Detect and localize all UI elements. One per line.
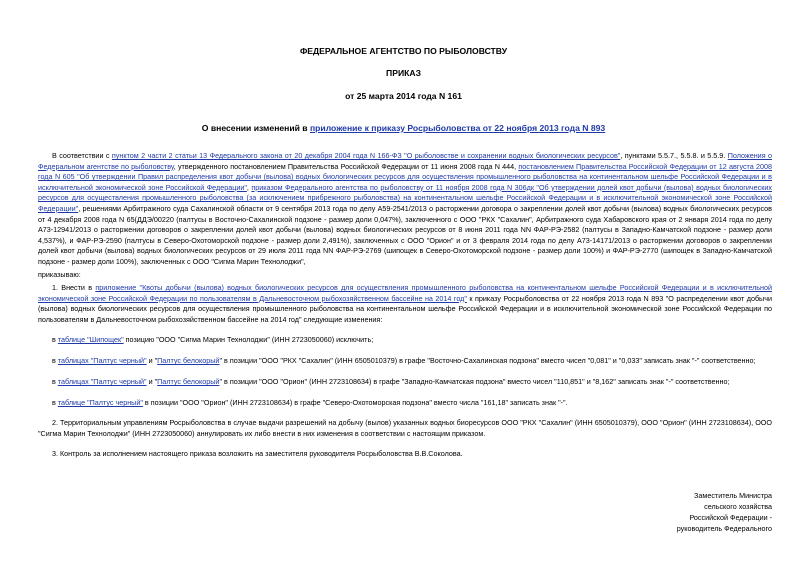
change-2-text-2: и ": [146, 356, 158, 365]
item-2-paragraph: 2. Территориальным управлениям Росрыболовства в случае выдачи разрешений на добычу (вылов) указанных водных биоресурсов ООО "РКХ "Сахалин" (ИНН 6505010379), ООО "Орион" (ИНН 2723108634), ООО "Сигма Марин Технолоджи" (ИНН 2723050060) аннулировать их либо внести в них изменения в соответствии с настоящим приказом.: [38, 418, 772, 438]
table-shiposhchek-link[interactable]: таблице "Шипощек": [57, 335, 124, 344]
table-paltus-belokory-link[interactable]: Палтус белокорый: [157, 356, 220, 365]
title-prefix: О внесении изменений в: [201, 123, 310, 133]
change-2-text-3: " в позиции "ООО "РКХ "Сахалин" (ИНН 6505010379) в графе "Восточно-Сахалинская подзона" вместо чисел "0,081" и "0,033" записать знак "-" соответственно;: [219, 356, 756, 365]
government-decree-link[interactable]: постановлением Правительства Российской Федерации от 12 августа 2008 года N 605 "Об утверждении Правил распределения квот добычи (вылова) водных биологических ресурсов для осуществления промышленного рыболовства на континентальном шельфе Российской Федерации и в исключительной экономической зоне Российской Федерации": [38, 161, 772, 192]
regulation-link[interactable]: Положения о Федеральном агентстве по рыболовству: [38, 151, 773, 171]
change-3-text-1: в: [52, 377, 58, 386]
table-paltus-cherny-link[interactable]: таблицах "Палтус черный": [57, 356, 147, 365]
signature-line-2: сельского хозяйства: [704, 502, 772, 511]
signature-line-3: Российской Федерации -: [689, 513, 772, 522]
change-3-paragraph: [38, 377, 772, 388]
title-link[interactable]: приложение к приказу Росрыболовства от 22 ноября 2013 года N 893: [309, 123, 606, 133]
document-date-number: от 25 марта 2014 года N 161: [345, 91, 462, 101]
item-1-paragraph: [38, 283, 772, 326]
change-1-paragraph: [38, 335, 772, 346]
preamble-text-5: , решениями Арбитражного суда Сахалинской области от 9 сентября 2013 года по делу А59-2541/2013 о расторжении договора о закреплении долей квот добычи (вылова) водных биологических ресурсов от 4 декабря 2008 года N 65(ДДЭ/00220 (палтусы в Восточно-Сахалинской подзоне - размер доли 0,047%), заключенного с ООО "РКХ "Сахалин", Арбитражного суда Хабаровского края от 2 января 2014 года по делу А73-12941/2013 о расторжении договоров о закреплении долей квот добычи (вылова) водных биологических ресурсов от 8 июня 2011 года NN ФАР-РЭ-2582 (палтусы в Западно-Камчатской подзоне - размер доли 4,537%), и ФАР-РЭ-2590 (палтусы в Северо-Охотоморской подзоне - размер доли 2,491%), заключенных с ООО "Орион" и от 3 февраля 2014 года по делу А73-14171/2013 о расторжении договоров о закреплении долей квот добычи (вылова) водных биологических ресурсов от 29 июля 2011 года NN ФАР-РЭ-2769 (шипощек в Северо-Охотоморской подзоне - размер доли 100%) и ФАР-РЭ-2770 (шипощек в Западно-Камчатской подзоне - размер доли 100%), заключенных с ООО "Сигма Марин Технолоджи",: [38, 203, 772, 266]
item-3-paragraph: 3. Контроль за исполнением настоящего приказа возложить на заместителя руководителя Росрыболовства В.В.Соколова.: [52, 449, 463, 458]
change-1-text-1: в: [52, 335, 58, 344]
table-paltus-cherny-link-3[interactable]: таблице "Палтус черный": [57, 398, 143, 407]
federal-law-link[interactable]: пунктом 2 части 2 статьи 13 Федерального закона от 20 декабря 2004 года N 166-ФЗ "О рыболовстве и сохранении водных биологических ресурсов": [111, 151, 621, 160]
document-type: ПРИКАЗ: [386, 68, 421, 78]
table-paltus-belokory-link-2[interactable]: Палтус белокорый: [157, 377, 220, 386]
order-word: приказываю:: [38, 270, 81, 279]
change-4-text-2: в позиции "ООО "Орион" (ИНН 2723108634) в графе "Северо-Охотоморская подзона" вместо числа "161,18" записать знак "-".: [142, 398, 568, 407]
agency-order-link[interactable]: приказом Федерального агентства по рыболовству от 11 ноября 2008 года N 306дк "Об утверждении долей квот добычи (вылова) водных биологических ресурсов для осуществления промышленного рыболовства (за исключением прибрежного рыболовства) на континентальном шельфе Российской Федерации и в исключительной экономической зоне Российской Федерации": [38, 182, 772, 213]
document-title: [0, 123, 807, 133]
agency-name: ФЕДЕРАЛЬНОЕ АГЕНТСТВО ПО РЫБОЛОВСТВУ: [299, 46, 508, 56]
change-2-text-1: в: [52, 356, 58, 365]
appendix-link[interactable]: приложение "Квоты добычи (вылова) водных биологических ресурсов для осуществления промышленного рыболовства на континентальном шельфе Российской Федерации и в исключительной экономической зоне Российской Федерации по пользователям в Дальневосточном рыбохозяйственном бассейне на 2014 год": [38, 283, 772, 303]
preamble-text-1: В соответствии с: [52, 151, 112, 160]
signature-line-1: Заместитель Министра: [694, 491, 772, 500]
item-1-text-1: 1. Внести в: [52, 283, 96, 292]
preamble-paragraph: [38, 151, 773, 266]
preamble-text-4: ,: [246, 182, 252, 192]
table-paltus-cherny-link-2[interactable]: таблицах "Палтус черный": [57, 377, 147, 386]
change-3-text-2: и ": [146, 377, 158, 386]
change-4-paragraph: [38, 398, 772, 409]
preamble-text-3: , утвержденного постановлением Правительства Российской Федерации от 11 июня 2008 года N 444,: [173, 161, 519, 171]
signature-block: [670, 490, 772, 534]
item-1-text-2: к приказу Росрыболовства от 22 ноября 2013 года N 893 "О распределении квот добычи (вылова) водных биологических ресурсов для осуществления промышленного рыболовства на континентальном шельфе Российской Федерации и в исключительной экономической зоне Российской Федерации по пользователям в Дальневосточном рыбохозяйственном бассейне на 2014 год" следующие изменения:: [38, 293, 772, 324]
signature-line-4: руководитель Федерального: [676, 524, 772, 533]
change-1-text-2: позицию "ООО "Сигма Марин Технолоджи" (ИНН 2723050060) исключить;: [123, 335, 374, 344]
change-4-text-1: в: [52, 398, 58, 407]
change-2-paragraph: [38, 356, 772, 367]
change-3-text-3: " в позиции "ООО "Орион" (ИНН 2723108634) в графе "Западно-Камчатская подзона" вместо чисел "110,851" и "8,162" записать знак "-" соответственно;: [219, 377, 730, 386]
preamble-text-2: , пунктами 5.5.7., 5.5.8. и 5.5.9.: [620, 151, 728, 160]
